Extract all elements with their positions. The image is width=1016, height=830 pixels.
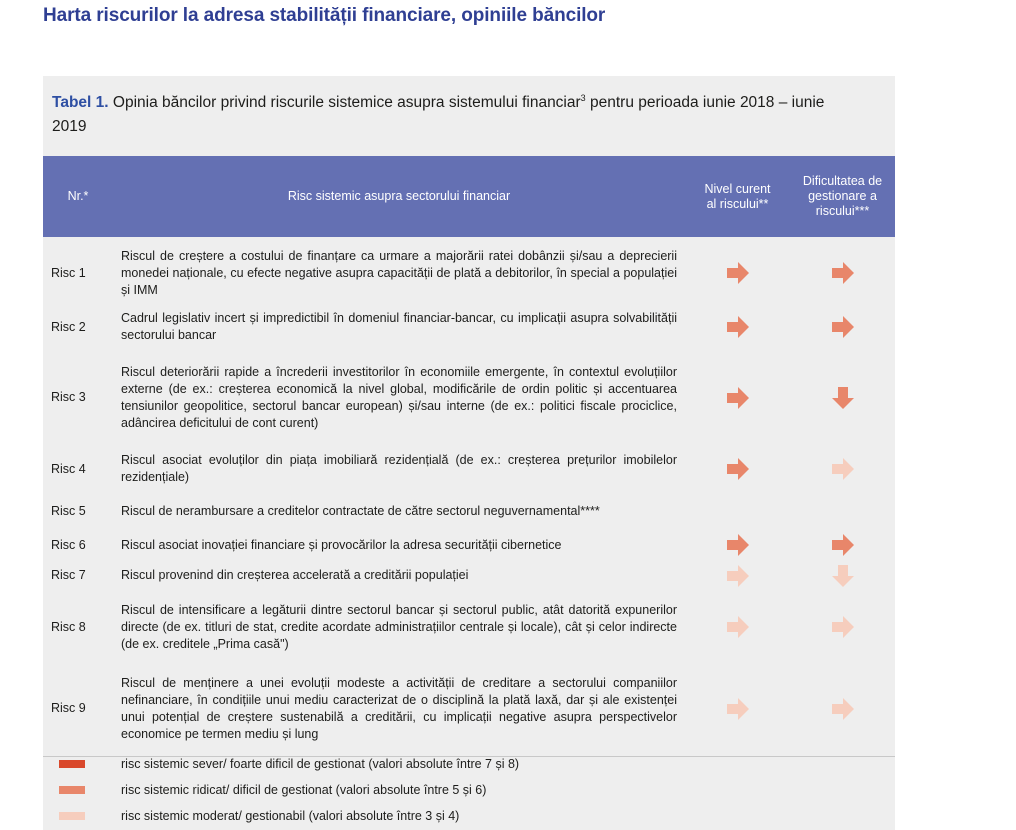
header-nivel: Nivel curent al riscului** — [704, 181, 771, 211]
table-row — [43, 592, 895, 662]
legend-divider — [43, 756, 895, 757]
risk-level-cell — [685, 349, 790, 446]
risk-description: Riscul asociat inovației financiare și provocărilor la adresa securității cibernetice — [121, 537, 562, 552]
risk-description: Cadrul legislativ incert și impredictibil în domeniul financiar-bancar, cu implicații asupra solvabilității sectorului bancar — [121, 311, 677, 342]
risk-number: Risc 7 — [51, 568, 86, 582]
risk-level-cell — [685, 531, 790, 559]
risk-difficulty-cell — [790, 349, 895, 446]
arrow-right-icon — [830, 260, 856, 286]
caption-text: Opinia băncilor privind riscurile sistemice asupra sistemului financiar — [112, 94, 581, 112]
arrow-right-icon — [830, 456, 856, 482]
risk-level-cell — [685, 492, 790, 531]
risk-description: Riscul de creștere a costului de finanțare ca urmare a majorării ratei dobânzii și/sau a deprecierii monedei naționale, cu efecte negative asupra capacității de plată a debitorilor, în special a populației și IMM — [121, 248, 677, 297]
risk-number: Risc 1 — [51, 265, 86, 280]
table-row — [43, 349, 895, 446]
risk-description: Riscul de nerambursare a creditelor contractate de către sectorul neguvernamental**** — [121, 504, 600, 518]
risk-difficulty-cell — [790, 531, 895, 559]
table-caption — [52, 86, 852, 139]
table-row — [43, 492, 895, 531]
arrow-right-icon — [830, 532, 856, 558]
risk-difficulty-cell — [790, 559, 895, 592]
risk-description: Riscul de menținere a unei evoluții modeste a activității de creditare a sectorului companiilor nefinanciare, în condițiile unui mediu caracterizat de o disciplină la plată laxă, dar și ale existenței unui potențial de creștere sustenabilă a creditării, cu implicații negative asupra perspectivelor economice pe termen mediu și lung — [121, 675, 677, 741]
arrow-right-icon — [725, 532, 751, 558]
arrow-right-icon — [725, 563, 751, 589]
legend-item — [43, 777, 895, 803]
arrow-right-icon — [830, 314, 856, 340]
risk-number: Risc 9 — [51, 701, 86, 715]
table-row — [43, 446, 895, 492]
page-title: Harta riscurilor la adresa stabilității financiare, opiniile băncilor — [43, 5, 606, 26]
legend-item — [43, 751, 895, 777]
risk-difficulty-cell — [790, 492, 895, 531]
table-row — [43, 531, 895, 559]
table-panel — [43, 76, 895, 830]
risk-difficulty-cell — [790, 305, 895, 349]
risk-number: Risc 2 — [51, 319, 86, 334]
arrow-right-icon — [725, 614, 751, 640]
risk-description: Riscul asociat evoluților din piața imobiliară rezidențială (de ex.: creșterea prețurilor imobilelor rezidențiale) — [121, 453, 677, 484]
risk-number: Risc 5 — [51, 504, 86, 518]
risk-difficulty-cell — [790, 446, 895, 492]
risk-level-cell — [685, 305, 790, 349]
arrow-right-icon — [725, 260, 751, 286]
legend-text: risc sistemic ridicat/ dificil de gestionat (valori absolute între 5 și 6) — [121, 783, 487, 797]
arrow-down-icon — [830, 385, 856, 411]
risk-difficulty-cell — [790, 592, 895, 662]
risk-description: Riscul deteriorării rapide a încrederii investitorilor în economiile emergente, în contextul evoluțiilor externe (de ex.: creșterea economică la nivel global, modificările de ordin politic și accentuarea tensiunilor geopolitice, sectorul bancar european) și/sau interne (de ex.: politici fiscale prociclice, adâncirea deficitului de cont curent) — [121, 364, 677, 430]
legend-item — [43, 803, 895, 829]
arrow-down-icon — [830, 563, 856, 589]
arrow-right-icon — [725, 456, 751, 482]
risk-level-cell — [685, 662, 790, 755]
caption-period: pentru perioada iunie 2018 – iunie 2019 — [52, 94, 825, 136]
caption-label: Tabel 1. — [52, 94, 109, 112]
risk-level-cell — [685, 559, 790, 592]
table-row — [43, 305, 895, 349]
legend-text: risc sistemic moderat/ gestionabil (valori absolute între 3 și 4) — [121, 809, 460, 823]
risk-level-cell — [685, 241, 790, 305]
arrow-right-icon — [725, 385, 751, 411]
arrow-right-icon — [725, 696, 751, 722]
table-row — [43, 241, 895, 305]
arrow-right-icon — [830, 614, 856, 640]
risk-level-cell — [685, 592, 790, 662]
header-risc: Risc sistemic asupra sectorului financiar — [287, 189, 511, 203]
header-nr: Nr.* — [67, 189, 89, 203]
risk-number: Risc 3 — [51, 390, 86, 404]
legend-text: risc sistemic sever/ foarte dificil de gestionat (valori absolute între 7 și 8) — [121, 757, 520, 771]
arrow-right-icon — [725, 314, 751, 340]
risk-description: Riscul provenind din creșterea accelerată a creditării populației — [121, 568, 469, 582]
risk-difficulty-cell — [790, 662, 895, 755]
risk-number: Risc 6 — [51, 537, 86, 552]
table-header — [43, 156, 895, 237]
legend-swatch — [59, 786, 85, 794]
risk-description: Riscul de intensificare a legăturii dintre sectorul bancar și sectorul public, atât datorită expunerilor directe (de ex. titluri de stat, credite acordate administrațiilor centrale și locale), cât și celor indirecte (de ex. creditele „Prima casă") — [121, 602, 677, 651]
caption-footnote-ref: 3 — [580, 93, 586, 103]
legend-swatch — [59, 812, 85, 820]
table-row — [43, 559, 895, 592]
arrow-right-icon — [830, 696, 856, 722]
header-dificultate: Dificultatea de gestionare a riscului*** — [802, 174, 883, 218]
risk-number: Risc 8 — [51, 619, 86, 634]
risk-difficulty-cell — [790, 241, 895, 305]
risk-number: Risc 4 — [51, 461, 86, 476]
risk-level-cell — [685, 446, 790, 492]
legend-swatch — [59, 760, 85, 768]
table-row — [43, 662, 895, 755]
